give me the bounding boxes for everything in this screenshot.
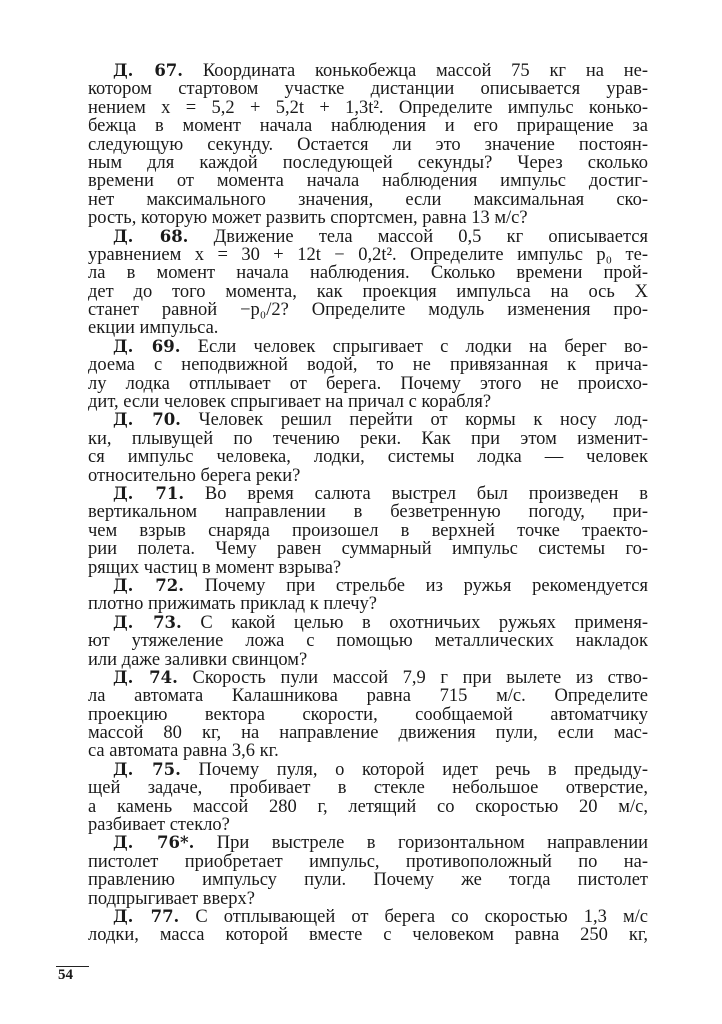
line-text: дит, если человек спрыгивает на причал с корабля? bbox=[88, 392, 492, 413]
text-line bbox=[88, 356, 648, 374]
line-text: лодки, масса которой вместе с человеком равна 250 кг, bbox=[88, 925, 648, 946]
text-line bbox=[88, 448, 648, 466]
text-line bbox=[88, 246, 648, 264]
line-text: массой 80 кг, на направление движения пули, если мас- bbox=[88, 723, 648, 744]
text-line bbox=[88, 816, 648, 834]
line-text: Почему при стрельбе из ружья рекомендуется bbox=[204, 575, 648, 596]
text-line bbox=[88, 669, 648, 687]
line-text: нет максимального значения, если максимальная ско- bbox=[88, 189, 648, 210]
line-text: ся импульс человека, лодки, системы лодка — человек bbox=[88, 447, 648, 468]
line-text: котором стартовом участке дистанции описывается урав- bbox=[88, 79, 648, 100]
line-text: рии полета. Чему равен суммарный импульс системы го- bbox=[88, 539, 648, 560]
problem-number: Д. 68. bbox=[113, 226, 189, 246]
text-line bbox=[88, 779, 648, 797]
line-text: лу лодка отплывает от берега. Почему этого не происхо- bbox=[88, 373, 648, 394]
problem-number: Д. 76*. bbox=[113, 833, 195, 853]
line-text: пистолет приобретает импульс, противоположный по на- bbox=[88, 851, 648, 872]
text-line bbox=[88, 632, 648, 650]
problem-number: Д. 72. bbox=[113, 575, 184, 595]
text-line bbox=[88, 614, 648, 632]
line-text: Почему пуля, о которой идет речь в предыду- bbox=[198, 759, 648, 780]
problem bbox=[88, 577, 648, 614]
page-body bbox=[88, 62, 648, 945]
text-line bbox=[88, 430, 648, 448]
text-line bbox=[88, 264, 648, 282]
text-line bbox=[88, 706, 648, 724]
line-text: доема с неподвижной водой, то не привязанная к прича- bbox=[88, 355, 648, 376]
text-line bbox=[88, 724, 648, 742]
text-line bbox=[88, 742, 648, 760]
problem bbox=[88, 228, 648, 338]
line-text: При выстреле в горизонтальном направлении bbox=[216, 833, 649, 854]
text-line bbox=[88, 761, 648, 779]
problem bbox=[88, 411, 648, 485]
text-line bbox=[88, 136, 648, 154]
problem bbox=[88, 614, 648, 669]
line-text: вертикальном направлении в безветренную погоду, при- bbox=[88, 502, 648, 523]
line-text: или даже заливки свинцом? bbox=[88, 649, 308, 670]
line-text: Человек решил перейти от кормы к носу лод- bbox=[198, 410, 648, 431]
line-text: рящих частиц в момент взрыва? bbox=[88, 557, 342, 578]
text-line bbox=[88, 375, 648, 393]
line-text: относительно берега реки? bbox=[88, 465, 301, 486]
line-text: станет равной −p₀/2? Определите модуль изменения про- bbox=[88, 300, 648, 321]
line-text: плотно прижимать приклад к плечу? bbox=[88, 594, 377, 615]
text-line bbox=[88, 890, 648, 908]
text-line bbox=[88, 117, 648, 135]
text-line bbox=[88, 191, 648, 209]
line-text: нением x = 5,2 + 5,2t + 1,3t². Определите импульс конько- bbox=[88, 97, 648, 118]
line-text: Во время салюта выстрел был произведен в bbox=[204, 483, 648, 504]
text-line bbox=[88, 853, 648, 871]
text-line bbox=[88, 154, 648, 172]
line-text: екции импульса. bbox=[88, 318, 219, 339]
text-line bbox=[88, 503, 648, 521]
text-line bbox=[88, 577, 648, 595]
text-line bbox=[88, 485, 648, 503]
problem-number: Д. 75. bbox=[113, 759, 181, 779]
line-text: дет до того момента, как проекция импульса на ось X bbox=[88, 281, 648, 302]
text-line bbox=[88, 651, 648, 669]
line-text: С отплывающей от берега со скоростью 1,3 м/с bbox=[195, 906, 648, 927]
text-line bbox=[88, 283, 648, 301]
problem-number: Д. 77. bbox=[113, 906, 180, 926]
line-text: разбивает стекло? bbox=[88, 815, 230, 836]
text-line bbox=[88, 522, 648, 540]
text-line bbox=[88, 393, 648, 411]
text-line bbox=[88, 798, 648, 816]
line-text: ным для каждой последующей секунды? Через сколько bbox=[88, 152, 648, 173]
problem-number: Д. 67. bbox=[113, 61, 184, 80]
problem bbox=[88, 669, 648, 761]
problem bbox=[88, 834, 648, 908]
line-text: С какой целью в охотничьих ружьях применя- bbox=[200, 612, 648, 633]
line-text: ла автомата Калашникова равна 715 м/с. Определите bbox=[88, 686, 648, 707]
problem-number: Д. 71. bbox=[113, 483, 185, 503]
line-text: чем взрыв снаряда произошел в верхней точке траекто- bbox=[88, 520, 648, 541]
text-line bbox=[88, 467, 648, 485]
problem-number: Д. 70. bbox=[113, 410, 181, 430]
text-line bbox=[88, 834, 648, 852]
line-text: ют утяжеление ложа с помощью металлических накладок bbox=[88, 631, 648, 652]
problem bbox=[88, 62, 648, 228]
page-number: 54 bbox=[58, 967, 73, 983]
problem-number: Д. 69. bbox=[113, 336, 181, 356]
text-line bbox=[88, 80, 648, 98]
line-text: правлению импульсу пули. Почему же тогда пистолет bbox=[88, 870, 648, 891]
text-line bbox=[88, 908, 648, 926]
text-line bbox=[88, 595, 648, 613]
line-text: Движение тела массой 0,5 кг описывается bbox=[213, 226, 648, 247]
text-line bbox=[88, 926, 648, 944]
problem bbox=[88, 761, 648, 835]
line-text: бежца в момент начала наблюдения и его приращение за bbox=[88, 116, 648, 137]
line-text: Если человек спрыгивает с лодки на берег во- bbox=[197, 336, 648, 357]
text-line bbox=[88, 540, 648, 558]
line-text: проекцию вектора скорости, сообщаемой автоматчику bbox=[88, 704, 648, 725]
problem bbox=[88, 908, 648, 945]
text-line bbox=[88, 687, 648, 705]
line-text: уравнением x = 30 + 12t − 0,2t². Определите импульс p₀ те- bbox=[88, 244, 648, 265]
line-text: рость, которую может развить спортсмен, равна 13 м/с? bbox=[88, 208, 528, 229]
line-text: са автомата равна 3,6 кг. bbox=[88, 741, 279, 762]
text-line bbox=[88, 301, 648, 319]
line-text: щей задаче, пробивает в стекле небольшое отверстие, bbox=[88, 778, 648, 799]
line-text: ла в момент начала наблюдения. Сколько времени прой- bbox=[88, 263, 648, 284]
line-text: ки, плывущей по течению реки. Как при этом изменит- bbox=[88, 428, 648, 449]
text-line bbox=[88, 871, 648, 889]
line-text: подпрыгивает вверх? bbox=[88, 888, 256, 909]
text-line bbox=[88, 99, 648, 117]
line-text: Скорость пули массой 7,9 г при вылете из ство- bbox=[192, 667, 649, 688]
problem bbox=[88, 485, 648, 577]
text-line bbox=[88, 319, 648, 337]
text-line bbox=[88, 228, 648, 246]
problem-number: Д. 74. bbox=[113, 667, 178, 687]
text-line bbox=[88, 559, 648, 577]
line-text: времени от момента начала наблюдения импульс достиг- bbox=[88, 171, 648, 192]
problem-number: Д. 73. bbox=[113, 612, 182, 632]
line-text: следующую секунду. Остается ли это значение постоян- bbox=[88, 134, 648, 155]
problem bbox=[88, 338, 648, 412]
text-line bbox=[88, 209, 648, 227]
line-text: а камень массой 280 г, летящий со скоростью 20 м/с, bbox=[88, 796, 648, 817]
text-line bbox=[88, 172, 648, 190]
text-line bbox=[88, 338, 648, 356]
text-line bbox=[88, 411, 648, 429]
text-line bbox=[88, 62, 648, 80]
line-text: Координата конькобежца массой 75 кг на не- bbox=[202, 61, 648, 81]
